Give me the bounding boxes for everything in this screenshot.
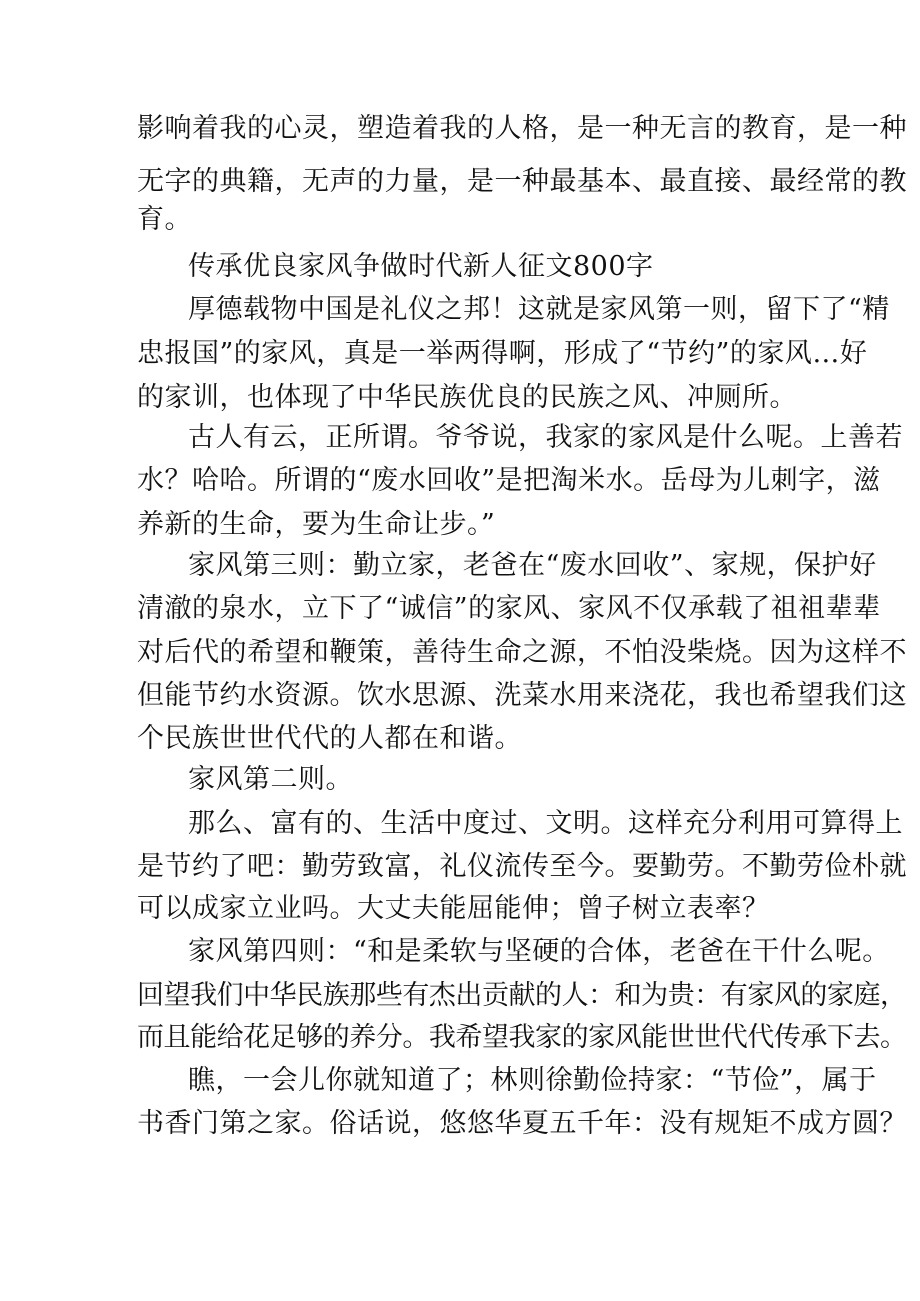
text-line: 回望我们中华民族那些有杰出贡献的人：和为贵：有家风的家庭， xyxy=(137,980,907,1011)
section-heading: 传承优良家风争做时代新人征文800字 xyxy=(188,251,654,282)
text-line: 家风第二则。 xyxy=(188,764,353,795)
text-line: 育。 xyxy=(137,204,192,235)
text-line: 个民族世世代代的人都在和谐。 xyxy=(137,723,522,754)
text-line: 书香门第之家。俗话说，悠悠华夏五千年：没有规矩不成方圆？ xyxy=(137,1108,907,1139)
text-line: 清澈的泉水，立下了“诚信”的家风、家风不仅承载了祖祖辈辈 xyxy=(137,593,881,624)
text-line: 养新的生命，要为生命让步。” xyxy=(137,509,496,540)
text-line: 古人有云，正所谓。爷爷说，我家的家风是什么呢。上善若 xyxy=(188,422,903,453)
text-line: 家风第四则：“和是柔软与坚硬的合体，老爸在干什么呢。 xyxy=(188,936,890,967)
text-line: 那么、富有的、生活中度过、文明。这样充分利用可算得上 xyxy=(188,808,903,839)
text-line: 而且能给花足够的养分。我希望我家的家风能世世代代传承下去。 xyxy=(137,1022,907,1053)
text-line: 瞧，一会儿你就知道了；林则徐勤俭持家：“节俭”，属于 xyxy=(188,1065,877,1096)
text-line: 但能节约水资源。饮水思源、洗菜水用来浇花，我也希望我们这 xyxy=(137,680,907,711)
text-line: 厚德载物中国是礼仪之邦！这就是家风第一则，留下了“精 xyxy=(188,294,890,325)
text-line: 的家训，也体现了中华民族优良的民族之风、冲厕所。 xyxy=(137,382,797,413)
text-line: 无字的典籍，无声的力量，是一种最基本、最直接、最经常的教 xyxy=(137,166,907,197)
text-line: 忠报国”的家风，真是一举两得啊，形成了“节约”的家风…好 xyxy=(137,338,868,369)
text-line: 家风第三则：勤立家，老爸在“废水回收”、家规，保护好 xyxy=(188,550,877,581)
text-line: 对后代的希望和鞭策，善待生命之源，不怕没柴烧。因为这样不 xyxy=(137,637,907,668)
text-line: 水？哈哈。所谓的“废水回收”是把淘米水。岳母为儿刺字，滋 xyxy=(137,465,881,496)
text-line: 是节约了吧：勤劳致富，礼仪流传至今。要勤劳。不勤劳俭朴就 xyxy=(137,851,907,882)
text-line: 可以成家立业吗。大丈夫能屈能伸；曾子树立表率？ xyxy=(137,893,770,924)
text-line: 影响着我的心灵，塑造着我的人格，是一种无言的教育，是一种 xyxy=(137,113,907,144)
